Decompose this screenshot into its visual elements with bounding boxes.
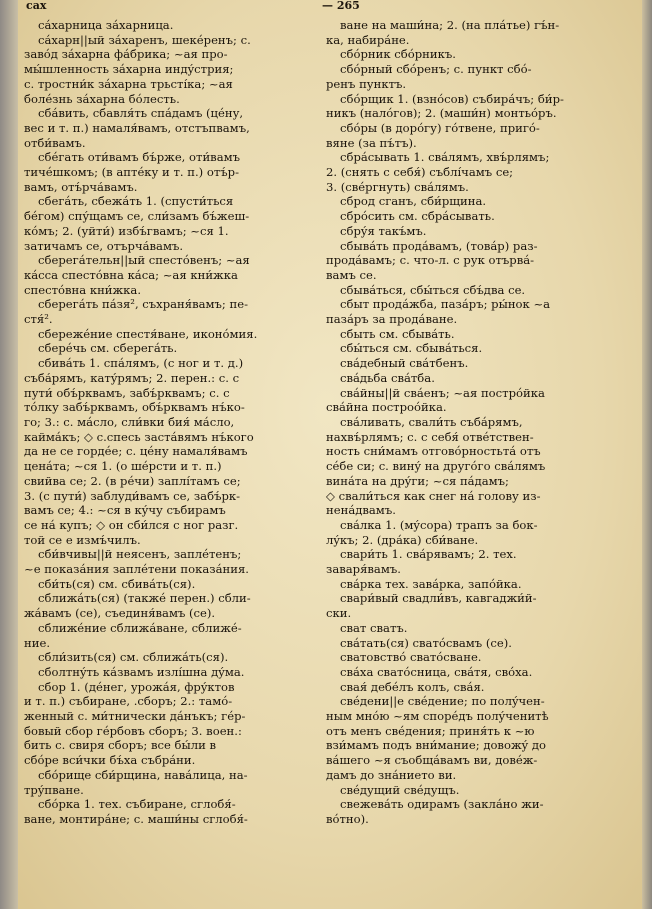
dictionary-entry [326, 621, 632, 636]
entry-line: ненáдвамъ. [326, 503, 396, 518]
entry-line: свежевáть одирамъ (заклáно жи- [340, 797, 544, 812]
left-column [24, 18, 314, 827]
entry-line: свийва се; 2. (в рéчи) заплíтамъ се; [24, 473, 241, 488]
dictionary-entry [326, 665, 632, 680]
dictionary-entry [326, 415, 632, 518]
page-number: — 265 [322, 0, 360, 12]
entry-line: ◇ свали́ться как снег нá голову из- [326, 488, 541, 503]
entry-line: мы́шленность зáхарна индýстрия; [24, 62, 234, 77]
entry-line: пути́ объ́рквамъ, забъ́рквамъ; с. с [24, 385, 230, 400]
entry-line: сéбе си; с. винý на другóго свáлямъ [326, 459, 546, 474]
entry-line: бéгом) спу́щамъ се, сли́замъ бъ́жеш- [24, 209, 250, 224]
entry-line: жáвамъ (се), съединя́вамъ (се). [24, 606, 216, 621]
entry-line: сбóрный сбóренъ; с. пункт сбó- [340, 62, 532, 77]
entry-line: сближáть(ся) (такжé перен.) сбли- [38, 591, 251, 606]
entry-line: сбóрник сбóрникъ. [340, 47, 456, 62]
entry-line: сáхарн||ый зáхаренъ, шекéренъ; с. [38, 32, 251, 47]
entry-line: нахвъ́рлямъ; с. с себя́ отвéтствен- [326, 429, 534, 444]
entry-line: сбегáть, сбежáть 1. (спусти́ться [38, 194, 234, 209]
entry-line: сбивáть 1. спáлямъ, (с ног и т. д.) [38, 356, 244, 371]
dictionary-entry [24, 194, 314, 253]
dictionary-entry [24, 327, 314, 342]
entry-line: ным мнóю ~ям спорéдъ полýченитѣ [326, 709, 549, 724]
entry-line: тóлку забъ́рквамъ, объ́рквамъ нъ́ко- [24, 400, 245, 415]
entry-line: свáдебный свáтбенъ. [340, 356, 469, 371]
entry-line: винáта на дрýги; ~ся пáдамъ; [326, 473, 509, 488]
entry-line: вамъ, отъ́рча́вамъ. [24, 179, 138, 194]
page-binding-edge [0, 0, 18, 909]
dictionary-entry [24, 621, 314, 650]
entry-line: ване, монтирáне; с. маши́ны сглобя́- [24, 811, 248, 826]
entry-line: сват сватъ. [340, 620, 408, 635]
dictionary-entry [326, 591, 632, 620]
dictionary-entry [326, 636, 632, 651]
entry-line: спестóвна кни́жка. [24, 282, 142, 297]
dictionary-entry [326, 327, 632, 342]
entry-line: сберегáтельн||ый спестóвенъ; ~ая [38, 253, 250, 268]
dictionary-entry [326, 150, 632, 194]
dictionary-entry [326, 209, 632, 224]
dictionary-entry [24, 297, 314, 326]
entry-line: ване на маши́на; 2. (на плáтье) гъ́н- [340, 18, 560, 32]
entry-line: трýпване. [24, 782, 84, 797]
entry-line: свари́вый свадли́въ, кавгаджи́й- [340, 591, 537, 606]
entry-line: той се е измъ́чилъ. [24, 532, 141, 547]
dictionary-entry [326, 297, 632, 326]
dictionary-entry [326, 341, 632, 356]
entry-line: свáрка тех. завáрка, запóйка. [340, 576, 522, 591]
entry-line: сберегáть пáзя², съхраня́вамъ; пе- [38, 297, 249, 312]
header-headword: сах [26, 0, 47, 12]
entry-line: бовый сбор гéрбовъ сборъ; 3. воен.: [24, 723, 242, 738]
dictionary-entry [326, 356, 632, 371]
dictionary-entry [326, 783, 632, 798]
entry-line: сближéние сближáване, сближé- [38, 620, 242, 635]
entry-line: да не се гордéе; с. цéну намаля́вамъ [24, 444, 248, 459]
dictionary-entry [24, 341, 314, 356]
entry-line: сбережéние спестя́ване, иконóмия. [38, 326, 258, 341]
entry-line: вес и т. п.) намаля́вамъ, отстъпвамъ, [24, 120, 250, 135]
entry-line: женный с. ми́тнически дáнъкъ; гéр- [24, 709, 246, 724]
entry-line: свая́ дебéлъ колъ, свáя. [340, 679, 485, 694]
entry-line: вамъ се. [326, 267, 377, 282]
entry-line: кóмъ; 2. (уйти́) избъ́гвамъ; ~ся 1. [24, 223, 229, 238]
entry-line: свéдени||е свéдение; по полýчен- [340, 694, 545, 709]
dictionary-entry [326, 121, 632, 150]
dictionary-entry [24, 680, 314, 768]
entry-line: сбóрище сби́рщина, навáлица, на- [38, 767, 248, 782]
dictionary-entry [24, 577, 314, 592]
entry-line: сбыть см. сбывáть. [340, 326, 455, 341]
entry-line: сбы́ться см. сбывáться. [340, 341, 483, 356]
entry-line: сватовствó сватóсване. [340, 650, 482, 665]
running-header [22, 0, 638, 14]
dictionary-entry [24, 150, 314, 194]
dictionary-entry [24, 591, 314, 620]
entry-line: никъ (налóгов); 2. (маши́н) монтьóръ. [326, 106, 557, 121]
entry-line: сбóре вси́чки бъ́ха събрáни. [24, 753, 196, 768]
entry-line: вáшего ~я съобщáвамъ ви, довéж- [326, 753, 538, 768]
entry-line: ски. [326, 606, 352, 621]
dictionary-entry [326, 680, 632, 695]
entry-line: 2. (снять с себя́) съблíчамъ се; [326, 165, 514, 180]
entry-line: сброд сганъ, сби́рщина. [340, 194, 487, 209]
entry-line: сбóрщик 1. (взнóсов) събирáчъ; би́р- [340, 91, 564, 106]
entry-line: свéдущий свéдущъ. [340, 782, 460, 797]
entry-line: завóд зáхарна фáбрика; ~ая про- [24, 47, 228, 62]
dictionary-entry [24, 106, 314, 150]
entry-line: сбрýя такъ́мъ. [340, 223, 427, 238]
entry-line: дамъ до знáнието ви. [326, 767, 457, 782]
entry-line: сбóрка 1. тех. събиране, сглобя́- [38, 797, 236, 812]
dictionary-entry [24, 650, 314, 665]
entry-line: сбрáсывать 1. свáлямъ, хвъ́рлямъ; [340, 150, 550, 165]
page-outer-edge [642, 0, 652, 909]
dictionary-entry [326, 797, 632, 826]
entry-line: 3. (с пути́) заблуди́вамъ се, забъ́рк- [24, 488, 241, 503]
entry-line: сбéгать оти́вамъ бъ́рже, оти́вамъ [38, 150, 241, 165]
entry-line: сби́ть(ся) см. сбивáть(ся). [38, 576, 196, 591]
entry-line: бить с. свиря сборъ; все бы́ли в [24, 738, 217, 753]
dictionary-entry [326, 547, 632, 576]
dictionary-entry [326, 18, 632, 47]
entry-line: с. тростни́к зáхарна трьстíка; ~ая [24, 76, 233, 91]
entry-line: се нá купъ; ◇ он сби́лся с ног разг. [24, 517, 239, 532]
entry-line: сбыт продáжба, пазáръ; ры́нок ~а [340, 297, 551, 312]
entry-line: тичéшкомъ; (в аптéку и т. п.) отъ́р- [24, 165, 239, 180]
entry-line: продáвамъ; с. что-л. с рук отървá- [326, 253, 535, 268]
entry-line: лýкъ; 2. (дрáка) сби́ване. [326, 532, 479, 547]
entry-line: свáливать, свали́ть събáрямъ, [340, 414, 523, 429]
entry-line: свáха сватóсница, свáтя, свóха. [340, 664, 533, 679]
entry-line: свáлка 1. (мýсора) трапъ за бок- [340, 517, 538, 532]
entry-line: ность сни́мамъ отговóрностьтá отъ [326, 444, 541, 459]
entry-line: свари́ть 1. свáрявамъ; 2. тех. [340, 547, 517, 562]
entry-line: го; 3.: с. мáсло, сли́вки бия́ мáсло, [24, 414, 235, 429]
dictionary-entry [326, 62, 632, 91]
dictionary-entry [24, 33, 314, 107]
dictionary-entry [326, 92, 632, 121]
entry-line: каймáкъ; ◇ с.спесь застáвямъ нъ́кого [24, 429, 254, 444]
entry-line: и т. п.) събиране, .сборъ; 2.: тамó- [24, 694, 233, 709]
entry-line: съба́рямъ, катýрямъ; 2. перен.: с. с [24, 370, 240, 385]
entry-line: сбывáть продáвамъ, (товáр) раз- [340, 238, 538, 253]
dictionary-entry [24, 797, 314, 826]
entry-line: стя́². [24, 312, 53, 327]
dictionary-entry [24, 768, 314, 797]
dictionary-entry [24, 18, 314, 33]
entry-line: сбрóсить см. сбрáсывать. [340, 209, 495, 224]
dictionary-entry [326, 694, 632, 782]
entry-line: сбáвить, сбавля́ть спáдамъ (цéну, [38, 106, 244, 121]
entry-line: ка, набирáне. [326, 32, 410, 47]
dictionary-entry [326, 371, 632, 386]
dictionary-entry [24, 665, 314, 680]
dictionary-entry [326, 386, 632, 415]
entry-line: свáйна построóйка. [326, 400, 447, 415]
entry-line: болéзнь зáхарна бóлесть. [24, 91, 180, 106]
right-column [326, 18, 632, 827]
dictionary-entry [24, 547, 314, 576]
dictionary-entry [326, 239, 632, 283]
entry-line: отъ менъ свéдения; приня́ть к ~ю [326, 723, 535, 738]
entry-line: ренъ пунктъ. [326, 76, 407, 91]
entry-line: сбывáться, сбы́ться сбъ́два се. [340, 282, 526, 297]
dictionary-entry [326, 518, 632, 547]
entry-line: ~е показáния заплéтени показáния. [24, 562, 249, 577]
entry-line: сболтнýть кáзвамъ излíшна дýма. [38, 664, 245, 679]
entry-line: свáтать(ся) сватóсвамъ (се). [340, 635, 512, 650]
entry-line: сáхарница зáхарница. [38, 18, 174, 32]
entry-line: свáдьба свáтба. [340, 370, 435, 385]
dictionary-entry [326, 194, 632, 209]
entry-line: сбор 1. (дéнег, урожáя, фрýктов [38, 679, 235, 694]
dictionary-entry [24, 356, 314, 547]
entry-line: ценáта; ~ся 1. (о шéрсти и т. п.) [24, 459, 222, 474]
entry-line: сберéчь см. сберегáть. [38, 341, 178, 356]
entry-line: заваря́вамъ. [326, 562, 401, 577]
entry-line: пазáръ за продáване. [326, 312, 458, 327]
entry-line: кáсса спестóвна кáса; ~ая кни́жка [24, 267, 238, 282]
entry-line: вамъ се; 4.: ~ся в кýчу събирамъ [24, 503, 226, 518]
dictionary-entry [24, 253, 314, 297]
dictionary-entry [326, 224, 632, 239]
entry-line: вяне (за пъ́тъ). [326, 135, 417, 150]
dictionary-entry [326, 577, 632, 592]
dictionary-entry [326, 650, 632, 665]
entry-line: затичамъ се, отърча́вамъ. [24, 238, 184, 253]
entry-line: 3. (свéргнуть) свáлямъ. [326, 179, 469, 194]
entry-line: сбли́зить(ся) см. сближáть(ся). [38, 650, 229, 665]
entry-line: ние. [24, 635, 51, 650]
dictionary-entry [326, 283, 632, 298]
entry-line: взи́мамъ подъ вни́мание; довожý до [326, 738, 546, 753]
entry-line: отби́вамъ. [24, 135, 86, 150]
entry-line: вóтно). [326, 811, 369, 826]
entry-line: свáйны||й свáенъ; ~ая пострóйка [340, 385, 545, 400]
entry-line: сбóры (в дорóгу) гóтвене, пригó- [340, 120, 540, 135]
dictionary-entry [326, 47, 632, 62]
entry-line: сби́вчивы||й неясенъ, заплéтенъ; [38, 547, 242, 562]
